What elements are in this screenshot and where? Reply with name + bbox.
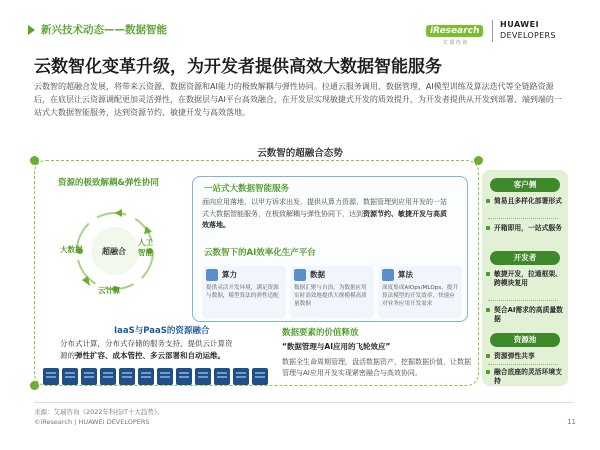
server-icon [43, 368, 59, 385]
cycle-cloud-label: 云计算 [98, 286, 121, 295]
cycle-big-data-label: 大数据 [60, 245, 83, 254]
iaas-desc: 分布式计算，分布式存储的服务支持，提供云计算资 源的弹性扩容、成本管控、多云部署和自动运维。 [60, 339, 233, 360]
one-stop-desc: 面向应用落地，以甲方诉求出发，提供从算力资源、数据管理到应用开发的一站式大数据智能服务，在极致解耦与弹性协同下，达到资源节约、敏捷开发与高质效落地。 [202, 198, 447, 229]
pool-pill: 资源池 [490, 333, 560, 347]
footer-divider [34, 402, 574, 403]
server-icon [100, 368, 116, 385]
server-icon [157, 368, 173, 385]
database-icon [294, 269, 306, 281]
data-card: 数据 数据汇聚与自治，为数据应用实时高效地提供大规模模高质量数据 [290, 266, 374, 318]
divider [488, 218, 558, 219]
pool-item: 融合底座的灵活环境支持 [486, 368, 564, 386]
huawei-developers-logo: HUAWEI DEVELOPERS [500, 20, 556, 40]
copyright: ©iResearch | HUAWEI DEVELOPERS [34, 418, 150, 426]
server-icon [233, 368, 249, 385]
section-tag [28, 22, 167, 37]
compute-card: 算力 提供灵活开发环境，满足资源与数据，模型算法的弹性适配 [202, 266, 286, 318]
source-note: 来源：艾瑞咨询《2022年科技IT十大趋势》。 [34, 408, 164, 416]
triangle-icon [28, 25, 35, 35]
server-icon [176, 368, 192, 385]
server-icon [195, 368, 211, 385]
customer-item: 开箱即用，一站式服务 [486, 224, 564, 233]
divider [488, 364, 558, 365]
pool-item: 资源弹性共享 [486, 352, 564, 361]
developer-pill: 开发者 [490, 251, 560, 265]
frame-corner-dot [474, 156, 483, 165]
server-icon [138, 368, 154, 385]
server-icon [252, 368, 268, 385]
value-title: 数据要素的价值释放 [282, 328, 359, 338]
divider [488, 300, 558, 301]
developer-item: 契合AI需求的高质量数据 [486, 306, 564, 324]
iaas-title: IaaS与PaaS的资源融合 [110, 324, 213, 336]
customer-item: 简易且多样化部署形式 [486, 197, 564, 206]
section-tag-label: 新兴技术动态——数据智能 [41, 24, 167, 36]
compute-icon [206, 269, 218, 281]
developer-item: 敏捷开发，拉通框架、跨模块复用 [486, 270, 564, 288]
server-icon [119, 368, 135, 385]
value-desc: 数据全生命周期管理，盘活数据资产，挖掘数据价值，让数据管理与AI应用开发实现紧密融合与高效协同。 [282, 358, 471, 377]
page-title: 云数智化变革升级，为开发者提供高效大数据智能服务 [34, 57, 442, 77]
logo-divider [492, 20, 493, 42]
iresearch-logo: iResearch 艾 瑞 咨 询 [426, 18, 484, 44]
flywheel-quote: “数据管理与AI应用的飞轮效应” [282, 342, 391, 351]
one-stop-title: 一站式大数据智能服务 [204, 184, 290, 194]
server-icon [214, 368, 230, 385]
server-icon [62, 368, 78, 385]
frame-corner-dot [30, 381, 39, 390]
customer-pill: 客户侧 [490, 178, 560, 192]
cycle-ai-label: 人工 智能 [138, 238, 153, 257]
ai-platform-title: 云数智下的AI效率化生产平台 [204, 248, 316, 258]
frame-corner-dot [30, 156, 39, 165]
elastic-label: 资源的极致解耦&弹性协同 [58, 178, 159, 188]
diagram-title: 云数智的超融合态势 [257, 148, 343, 159]
intro-paragraph: 云数智的超融合发展，将带来云资源、数据资源和AI能力的极致解耦与弹性协同。拉通云服务调用、数据管理、AI模型训练及算法迭代等全链路资源后，在底层让云资源调配更加灵活弹性，在数据层与AI平台高效融合，在开发层实现敏捷式开发的质效提升，为开发者提供从开发到部署、端到端的一站式大数据智能服务，达到资源节约、敏捷开发与高效落地。 [34, 82, 562, 117]
algorithm-icon [382, 269, 394, 281]
algorithm-card: 算法 深度集成AIOps/MLOps，提升算法模型的开发效率，快速应对业务应用开发需求 [378, 266, 462, 318]
page-number: 11 [567, 418, 576, 426]
cycle-center-label: 超融合 [102, 247, 126, 256]
server-icon [81, 368, 97, 385]
server-rack [43, 368, 268, 385]
